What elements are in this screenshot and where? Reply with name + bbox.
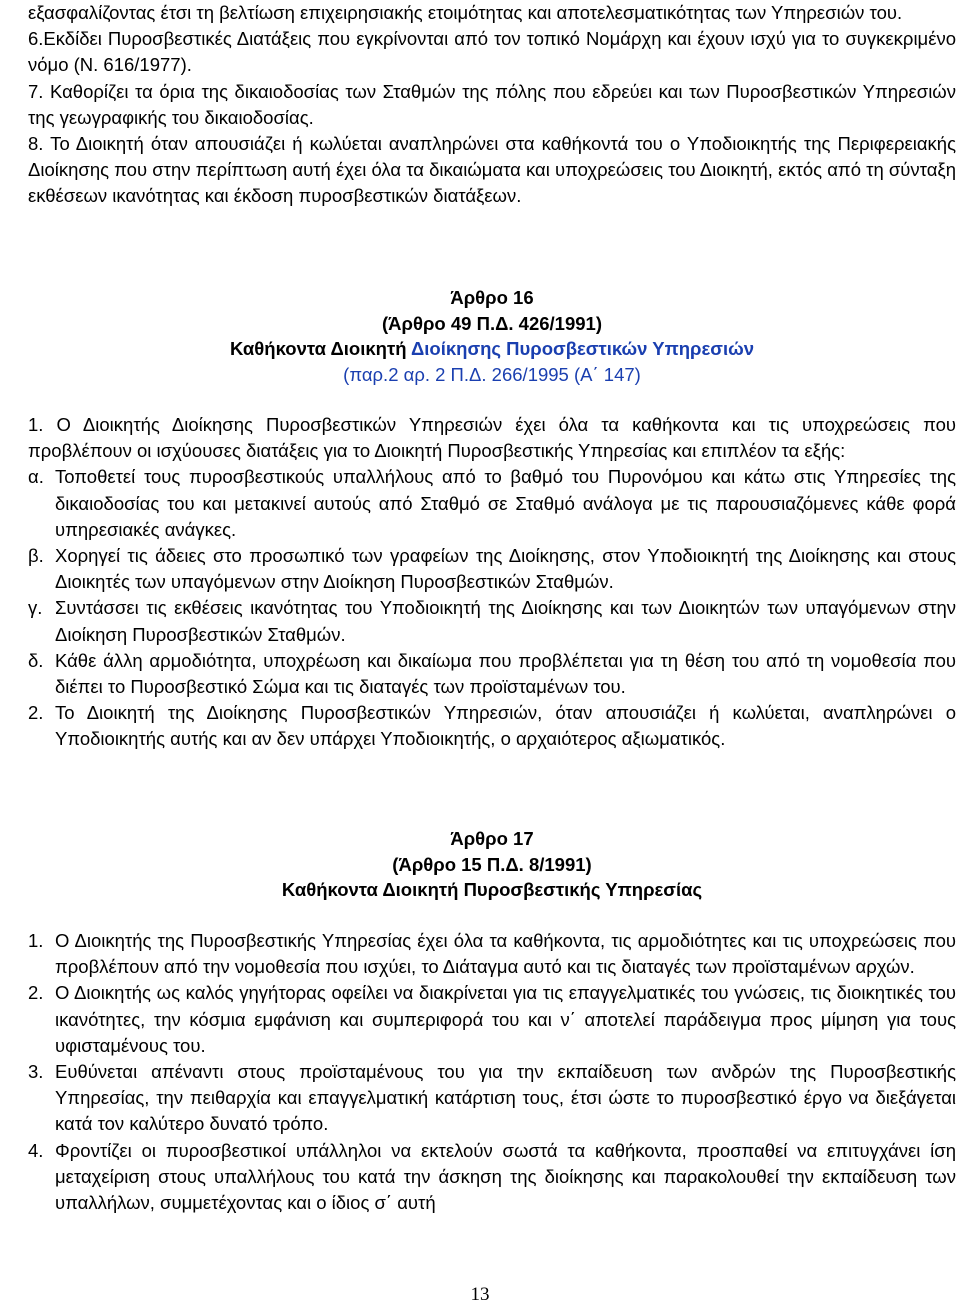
article-16-paragraph-2: 2. Το Διοικητή της Διοίκησης Πυροσβεστικών Υπηρεσιών, όταν απουσιάζει ή κωλύεται, αναπληρώνει ο Υποδιοικητής αυτής και αν δεν υπάρχει Υποδιοικητής, ο αρχαιότερος αξιωματικός. — [28, 702, 956, 750]
article-17-paragraph-4: 4. Φροντίζει οι πυροσβεστικοί υπάλληλοι να εκτελούν σωστά τα καθήκοντα, προσπαθεί να επιτυγχάνει ίση μεταχείριση στους υπαλλήλους του κατά την άσκηση της διοίκησης και παρακολουθεί την εκπαίδευση των υπαλλήλων, συμμετέχοντας και ο ίδιος σ΄ αυτή — [28, 1139, 956, 1214]
article-17-paragraph-3: 3. Ευθύνεται απέναντι στους προϊσταμένους του για την εκπαίδευση των ανδρών της Πυροσβεστικής Υπηρεσίας, την πειθαρχία και επαγγελματική κατάρτιση τους, έτσι ώστε το πυροσβεστικό έργο να διεξάγεται κατά τον καλύτερο δυνατό τρόπο. — [28, 1061, 956, 1135]
article-16-body — [28, 412, 956, 753]
article-16-reference: (Άρθρο 49 Π.Δ. 426/1991) — [382, 312, 602, 334]
article-16-subtitle: Καθήκοντα Διοικητή Διοίκησης Πυροσβεστικών Υπηρεσιών — [229, 338, 754, 359]
article-16-item-b: β. Χορηγεί τις άδειες στο προσωπικό των γραφείων της Διοίκησης, στον Υποδιοικητή της Διοίκησης και στους Διοικητές των υπαγόμενων στην Διοίκηση Πυροσβεστικών Σταθμών. — [28, 545, 956, 593]
article-16-paragraph-1: 1. Ο Διοικητής Διοίκησης Πυροσβεστικών Υπηρεσιών έχει όλα τα καθήκοντα και τις υποχρεώσεις που προβλέπουν οι ισχύουσες διατάξεις για το Διοικητή Πυροσβεστικής Υπηρεσίας και επιπλέον τα εξής: — [28, 414, 956, 462]
top-section — [28, 0, 956, 210]
article-16-item-a: α. Τοποθετεί τους πυροσβεστικούς υπαλλήλους από το βαθμό του Πυρονόμου και κάτω στις Υπηρεσίες της δικαιοδοσίας του και μετακινεί αυτούς από Σταθμό σε Σταθμό ανάλογα με τις παρουσιαζόμενες κάθε φορά υπηρεσιακές ανάγκες. — [28, 466, 956, 540]
article-17-title: Άρθρο 17 — [450, 828, 534, 849]
item-8 — [28, 131, 956, 210]
article-16-subtitle-highlight: Διοίκησης Πυροσβεστικών Υπηρεσιών — [410, 338, 754, 359]
page-number: 13 — [470, 1284, 490, 1305]
item-6: 6.Εκδίδει Πυροσβεστικές Διατάξεις που εγκρίνονται από τον τοπικό Νομάρχη και έχουν ισχύ για το συγκεκριμένο νόμο (Ν. 616/1977). — [28, 28, 956, 76]
article-17-paragraph-2: 2. Ο Διοικητής ως καλός γηγήτορας οφείλει να διακρίνεται για τις επαγγελματικές του γνώσεις, τις διοικητικές του ικανότητες, την κόσμια εμφάνιση και συμπεριφορά του και ν΄ αποτελεί παράδειγμα προς μίμηση για τους υφισταμένους του. — [28, 982, 956, 1056]
article-17-subtitle: Καθήκοντα Διοικητή Πυροσβεστικής Υπηρεσίας — [281, 879, 703, 900]
continuation-paragraph: εξασφαλίζοντας έτσι τη βελτίωση επιχειρησιακής ετοιμότητας και αποτελεσματικότητας των Υπηρεσιών του. — [28, 2, 903, 23]
article-16-amendment-ref: (παρ.2 αρ. 2 Π.Δ. 266/1995 (Α΄ 147) — [343, 363, 641, 385]
article-16-title: Άρθρο 16 — [450, 287, 534, 308]
article-17-heading — [28, 826, 956, 903]
article-16-item-c: γ. Συντάσσει τις εκθέσεις ικανότητας του Υποδιοικητή της Διοίκησης και των Διοικητών των υπαγόμενων στην Διοίκηση Πυροσβεστικών Σταθμών. — [28, 597, 956, 645]
item-7-text: Καθορίζει τα όρια της δικαιοδοσίας των Σταθμών της πόλης που εδρεύει και των Πυροσβεστικών Υπηρεσιών της γεωγραφικής του δικαιοδοσίας. — [28, 80, 956, 128]
article-17-paragraph-1: 1. Ο Διοικητής της Πυροσβεστικής Υπηρεσίας έχει όλα τα καθήκοντα, τις αρμοδιότητες και τις υποχρεώσεις που προβλέπουν από την νομοθεσία που ισχύει, το Διάταγμα αυτό και τις διαταγές των προϊσταμένων αρχών. — [28, 930, 956, 978]
item-8-text: Το Διοικητή όταν απουσιάζει ή κωλύεται αναπληρώνει στα καθήκοντά του ο Υποδιοικητής της Περιφερειακής Διοίκησης που στην περίπτωση αυτή έχει όλα τα δικαιώματα και υποχρεώσεις του Διοικητή, εκτός από τη σύνταξη εκθέσεων ικανότητας και έκδοση πυροσβεστικών διατάξεων. — [28, 133, 956, 207]
item-7-number: 7. — [28, 80, 44, 102]
article-16-item-d: δ. Κάθε άλλη αρμοδιότητα, υποχρέωση και δικαίωμα που προβλέπεται για τη θέση του από τη νομοθεσία που διέπει το Πυροσβεστικό Σώμα και τις διαταγές των προϊσταμένων του. — [28, 649, 956, 698]
article-17-body — [28, 928, 956, 1216]
item-8-number: 8. — [28, 133, 44, 155]
article-17-reference: (Άρθρο 15 Π.Δ. 8/1991) — [392, 853, 592, 875]
article-16-heading — [28, 285, 956, 387]
item-7 — [28, 79, 956, 131]
